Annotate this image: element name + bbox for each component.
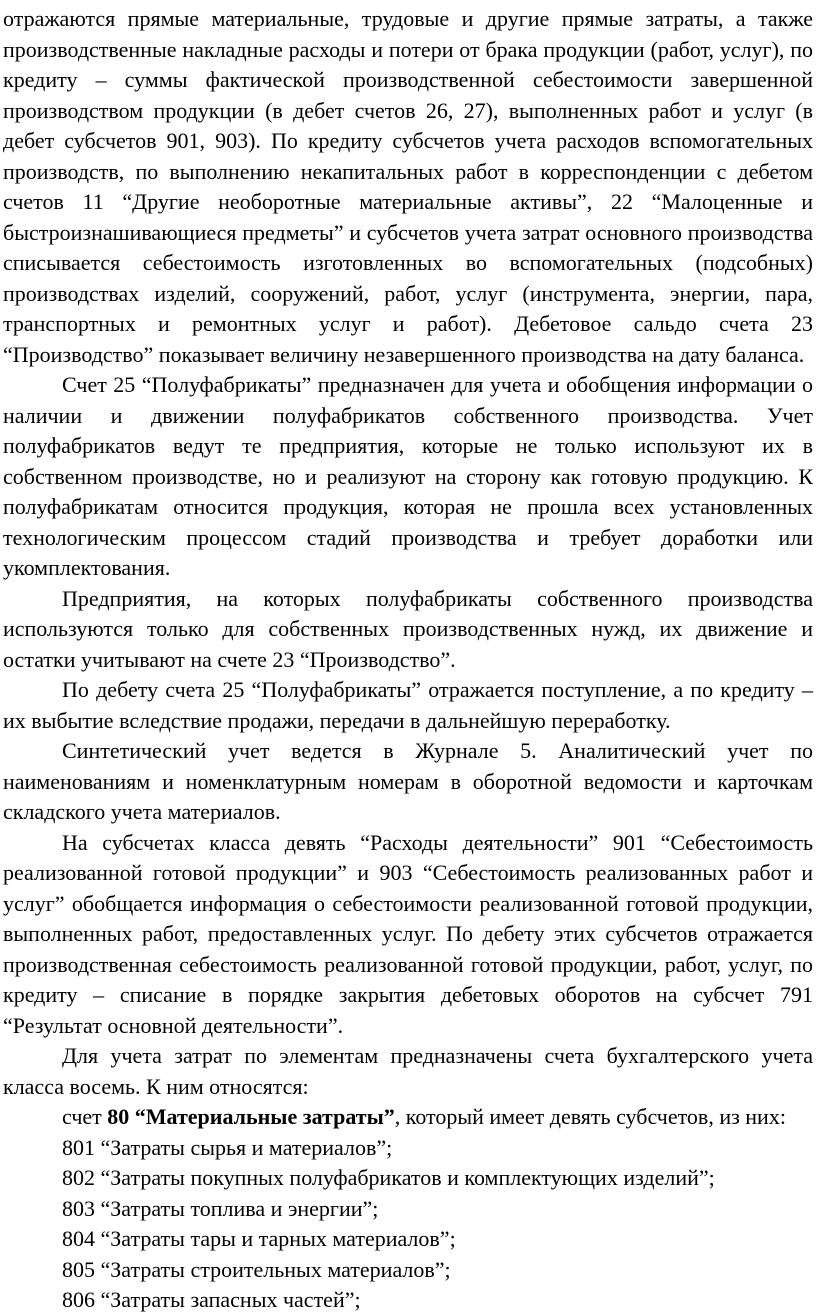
paragraph-own-needs: Предприятия, на которых полуфабрикаты собственного производства используются только для собственных производственных нужд, их движение и остатки учитывают на счете 23 “Производство”. [3, 585, 813, 672]
paragraph-synthetic-accounting: Синтетический учет ведется в Журнале 5. Аналитический учет по наименованиям и номенклатурным номерам в оборотной ведомости и карточкам складского учета материалов. [3, 738, 813, 824]
list-item: 803 “Затраты топлива и энергии”; [62, 1195, 379, 1221]
account-80-prefix: счет [62, 1104, 108, 1129]
subaccount-list [3, 1133, 813, 1316]
list-item: 805 “Затраты строительных материалов”; [62, 1256, 451, 1282]
paragraph-account-80 [3, 1102, 813, 1133]
list-item: 801 “Затраты сырья и материалов”; [62, 1134, 393, 1160]
list-item: 804 “Затраты тары и тарных материалов”; [62, 1226, 456, 1251]
account-80-title: 80 “Материальные затраты” [107, 1104, 395, 1129]
list-item: 806 “Затраты запасных частей”; [62, 1287, 361, 1312]
account-80-suffix: , который имеет девять субсчетов, из них: [394, 1104, 786, 1129]
paragraph-production-account-continuation: отражаются прямые материальные, трудовые и другие прямые затраты, а также производственные накладные расходы и потери от брака продукции (работ, услуг), по кредиту – суммы фактической производственной себестоимости завершенной производством продукции (в дебет счетов 26, 27), выполненных работ и услуг (в дебет субсчетов 901, 903). По кредиту субсчетов учета расходов вспомогательных производств, по выполнению некапитальных работ в корреспонденции с дебетом счетов 11 “Другие необоротные материальные активы”, 22 “Малоценные и быстроизнашивающиеся предметы” и субсчетов учета затрат основного производства списывается себестоимость изготовленных во вспомогательных (подсобных) производствах изделий, сооружений, работ, услуг (инструмента, энергии, пара, транспортных и ремонтных услуг и работ). Дебетовое сальдо счета 23 “Производство” показывает величину незавершенного производства на дату баланса. [3, 6, 813, 367]
paragraph-debit-credit: По дебету счета 25 “Полуфабрикаты” отражается поступление, а по кредиту – их выбытие вследствие продажи, передачи в дальнейшую переработку. [3, 677, 813, 733]
paragraph-semi-finished-account: Счет 25 “Полуфабрикаты” предназначен для учета и обобщения информации о наличии и движении полуфабрикатов собственного производства. Учет полуфабрикатов ведут те предприятия, которые не только используют их в собственном производстве, но и реализуют на сторону как готовую продукцию. К полуфабрикатам относится продукция, которая не прошла всех установленных технологическим процессом стадий производства и требует доработки или укомплектования. [3, 372, 813, 580]
paragraph-class-eight-intro: Для учета затрат по элементам предназначены счета бухгалтерского учета класса восемь. К ним относятся: [3, 1043, 813, 1099]
list-item: 802 “Затраты покупных полуфабрикатов и комплектующих изделий”; [62, 1165, 715, 1190]
paragraph-class-nine-subaccounts: На субсчетах класса девять “Расходы деятельности” 901 “Себестоимость реализованной готовой продукции” и 903 “Себестоимость реализованных работ и услуг” обобщается информация о себестоимости реализованной готовой продукции, выполненных работ, предоставленных услуг. По дебету этих субсчетов отражается производственная себестоимость реализованной готовой продукции, работ, услуг, по кредиту – списание в порядке закрытия дебетовых оборотов на субсчет 791 “Результат основной деятельности”. [3, 829, 813, 1038]
